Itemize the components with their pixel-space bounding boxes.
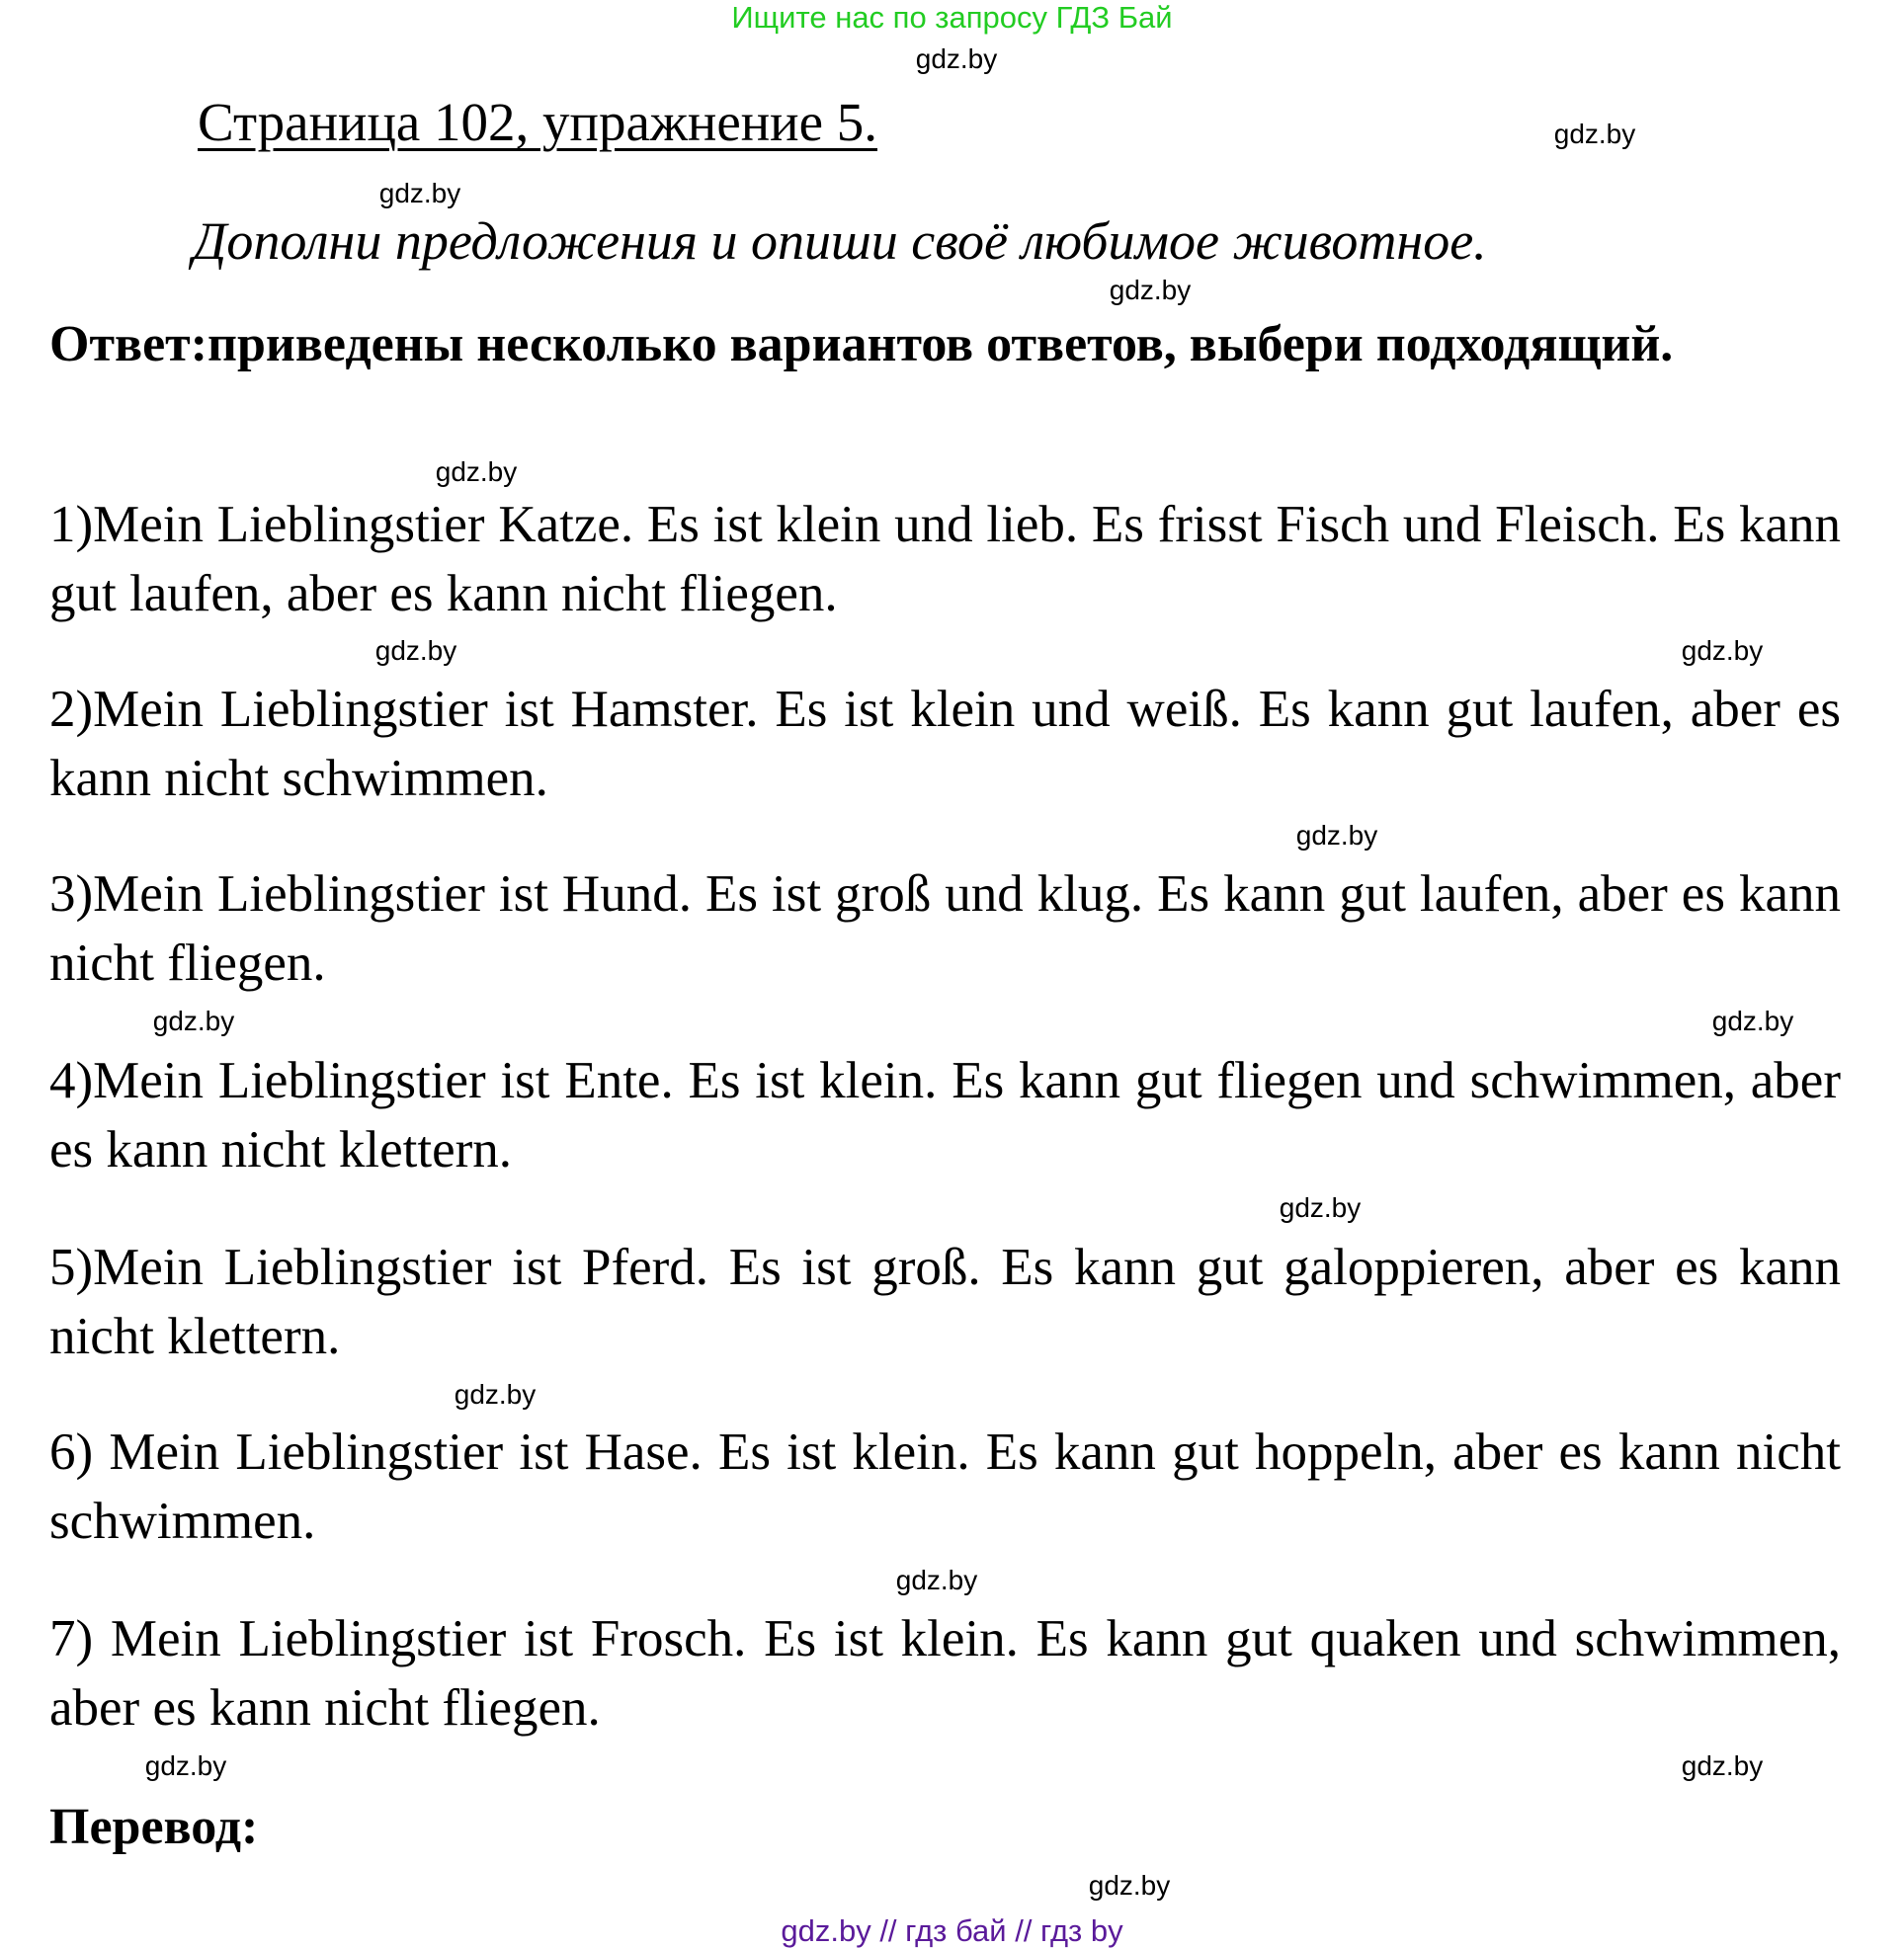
page-title: Страница 102, упражнение 5. bbox=[198, 92, 878, 152]
watermark: gdz.by bbox=[152, 1006, 235, 1036]
watermark: gdz.by bbox=[1681, 635, 1764, 666]
answer-item: 6) Mein Lieblingstier ist Hase. Es ist klein. Es kann gut hoppeln, aber es kann nicht schwimmen. bbox=[49, 1423, 1841, 1550]
task-instruction: Дополни предложения и опиши своё любимое животное. bbox=[193, 211, 1487, 271]
watermark: gdz.by bbox=[435, 456, 518, 487]
watermark: gdz.by bbox=[1279, 1192, 1362, 1223]
watermark: gdz.by bbox=[374, 635, 457, 666]
watermark: gdz.by bbox=[1109, 275, 1192, 305]
answer-item: 2)Mein Lieblingstier ist Hamster. Es ist klein und weiß. Es kann gut laufen, aber es kann nicht schwimmen. bbox=[49, 681, 1841, 807]
search-banner[interactable]: Ищите нас по запросу ГДЗ Бай bbox=[731, 0, 1173, 35]
watermark: gdz.by bbox=[1711, 1006, 1794, 1036]
watermark: gdz.by bbox=[378, 178, 461, 208]
translation-heading: Перевод: bbox=[49, 1799, 259, 1855]
watermark: gdz.by bbox=[1681, 1750, 1764, 1781]
watermark: gdz.by bbox=[895, 1565, 978, 1595]
answer-item: 4)Mein Lieblingstier ist Ente. Es ist klein. Es kann gut fliegen und schwimmen, aber es kann nicht klettern. bbox=[49, 1052, 1841, 1178]
watermark: gdz.by bbox=[454, 1379, 537, 1410]
footer-links[interactable]: gdz.by // гдз бай // гдз by bbox=[781, 1913, 1123, 1948]
answer-item: 5)Mein Lieblingstier ist Pferd. Es ist groß. Es kann gut galoppieren, aber es kann nicht klettern. bbox=[49, 1239, 1841, 1365]
watermark: gdz.by bbox=[1088, 1870, 1171, 1901]
answer-item: 1)Mein Lieblingstier Katze. Es ist klein und lieb. Es frisst Fisch und Fleisch. Es kann gut laufen, aber es kann nicht fliegen. bbox=[49, 496, 1841, 622]
watermark: gdz.by bbox=[915, 43, 998, 74]
answer-item: 3)Mein Lieblingstier ist Hund. Es ist groß und klug. Es kann gut laufen, aber es kann nicht fliegen. bbox=[49, 865, 1841, 992]
watermark: gdz.by bbox=[1553, 119, 1636, 149]
watermark: gdz.by bbox=[1295, 820, 1378, 851]
answer-heading: Ответ:приведены несколько вариантов ответов, выбери подходящий. bbox=[49, 316, 1674, 372]
answer-item: 7) Mein Lieblingstier ist Frosch. Es ist klein. Es kann gut quaken und schwimmen, aber es kann nicht fliegen. bbox=[49, 1610, 1841, 1737]
watermark: gdz.by bbox=[144, 1750, 227, 1781]
